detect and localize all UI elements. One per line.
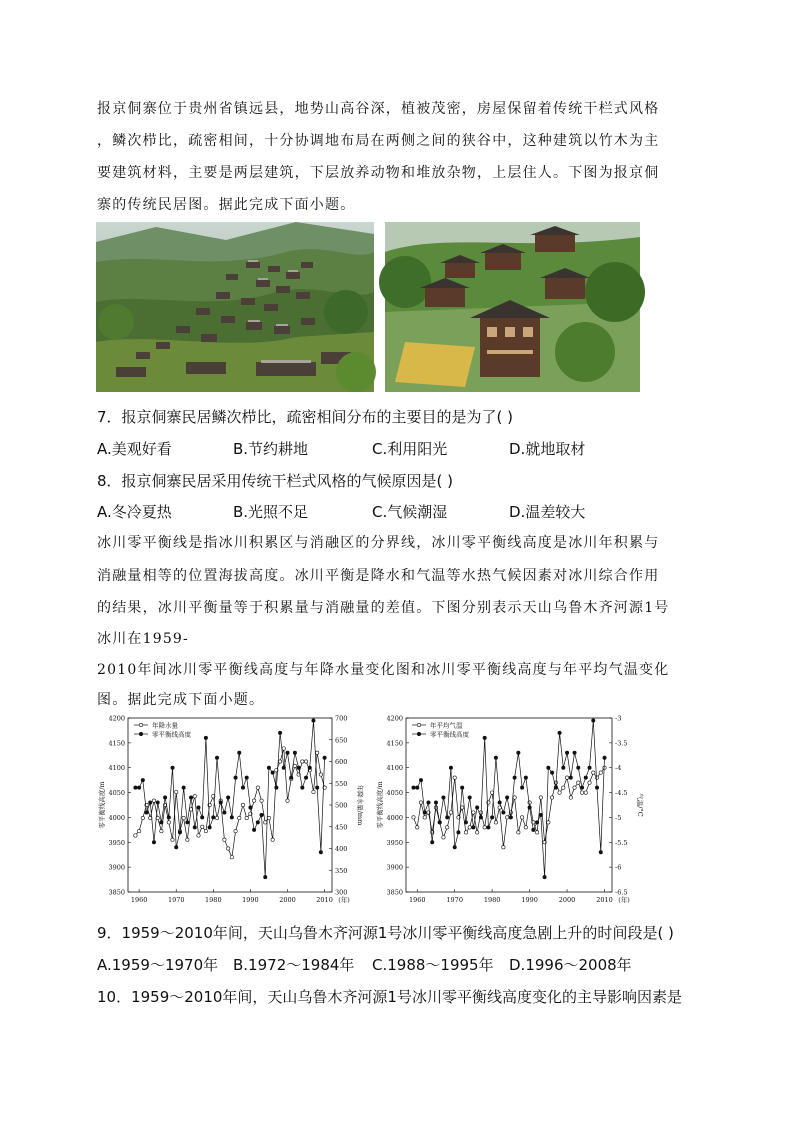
data-point-filled (200, 816, 203, 819)
y-left-tick-label: 4100 (386, 764, 403, 773)
x-tick-label: 2010 (316, 896, 333, 904)
data-point-open (137, 829, 140, 832)
data-point-filled (603, 756, 606, 759)
data-point-open (193, 795, 196, 798)
data-point-open (215, 816, 218, 819)
data-point-open (588, 781, 591, 784)
legend-marker (417, 732, 420, 735)
q9-option-c[interactable]: C.1988～1995年 (372, 956, 494, 974)
data-point-open (468, 826, 471, 829)
data-point-filled (577, 766, 580, 769)
data-point-open (315, 751, 318, 754)
q9-option-d[interactable]: D.1996～2008年 (509, 956, 632, 974)
data-point-filled (264, 875, 267, 878)
data-point-filled (509, 816, 512, 819)
q7-option-b[interactable]: B.节约耕地 (233, 440, 309, 458)
passage-1-line: ，鳞次栉比，疏密相间，十分协调地布局在两侧之间的狭谷中，这种建筑以竹木为主 (97, 133, 660, 149)
data-point-filled (256, 821, 259, 824)
data-point-filled (588, 766, 591, 769)
data-point-filled (308, 766, 311, 769)
passage-2-line: 2010年间冰川零平衡线高度与年降水量变化图和冰川零平衡线高度与年平均气温变化 (97, 662, 670, 678)
data-point-filled (479, 816, 482, 819)
data-point-open (412, 816, 415, 819)
data-point-filled (208, 826, 211, 829)
y-right-tick-label: -3 (615, 714, 622, 723)
data-point-open (312, 790, 315, 793)
q9-option-a[interactable]: A.1959～1970年 (97, 956, 219, 974)
data-point-open (592, 771, 595, 774)
data-point-open (241, 803, 244, 806)
data-point-open (160, 829, 163, 832)
village-photo-terraces (96, 222, 374, 392)
data-point-open (301, 760, 304, 763)
data-point-open (464, 831, 467, 834)
data-point-filled (569, 776, 572, 779)
data-point-filled (498, 801, 501, 804)
data-point-filled (442, 796, 445, 799)
x-tick-label: 1980 (483, 896, 501, 904)
data-point-filled (241, 786, 244, 789)
data-point-filled (145, 811, 148, 814)
temperature-elevation-chart (370, 710, 650, 910)
data-point-open (271, 838, 274, 841)
data-point-filled (149, 801, 152, 804)
data-point-filled (249, 806, 252, 809)
data-point-filled (323, 756, 326, 759)
legend-label: 年降水量 (152, 721, 178, 730)
data-point-open (416, 826, 419, 829)
y-left-axis-label: 零平衡线高度/m (98, 781, 106, 829)
data-point-open (517, 831, 520, 834)
data-point-filled (494, 756, 497, 759)
data-point-filled (252, 828, 255, 831)
y-right-axis-label: 年降水量/mm (356, 784, 364, 826)
data-point-open (304, 760, 307, 763)
y-left-tick-label: 4200 (108, 714, 125, 723)
data-point-filled (502, 811, 505, 814)
q7-option-d[interactable]: D.就地取材 (509, 440, 586, 458)
data-point-filled (215, 756, 218, 759)
data-point-filled (453, 846, 456, 849)
data-point-filled (592, 719, 595, 722)
q8-option-d[interactable]: D.温差较大 (509, 503, 586, 521)
data-point-filled (460, 786, 463, 789)
data-point-open (245, 816, 248, 819)
y-left-tick-label: 4000 (386, 813, 403, 822)
data-point-open (520, 816, 523, 819)
data-point-filled (434, 801, 437, 804)
data-point-filled (189, 796, 192, 799)
data-point-filled (297, 766, 300, 769)
data-point-filled (290, 776, 293, 779)
data-point-filled (539, 813, 542, 816)
data-point-filled (595, 786, 598, 789)
data-point-filled (565, 751, 568, 754)
y-left-tick-label: 3900 (108, 863, 125, 872)
x-tick-label: 2000 (279, 896, 296, 904)
passage-1-line: 要建筑材料，主要是两层建筑，下层放养动物和堆放杂物，上层住人。下图为报京侗 (97, 165, 660, 181)
data-point-filled (520, 786, 523, 789)
x-tick-label: 1970 (167, 896, 185, 904)
data-point-filled (267, 766, 270, 769)
data-point-filled (412, 786, 415, 789)
passage-1-line: 报京侗寨位于贵州省镇远县，地势山高谷深，植被茂密，房屋保留着传统干栏式风格 (97, 101, 660, 117)
y-right-tick-label: 400 (335, 845, 348, 853)
data-point-filled (535, 821, 538, 824)
data-point-filled (301, 786, 304, 789)
data-point-filled (427, 801, 430, 804)
data-point-open (550, 796, 553, 799)
data-point-filled (163, 796, 166, 799)
data-point-open (186, 838, 189, 841)
x-tick-label: 1990 (242, 896, 259, 904)
data-point-filled (532, 828, 535, 831)
y-right-tick-label: 300 (335, 888, 348, 897)
x-tick-label: 1960 (130, 896, 148, 904)
data-point-open (453, 776, 456, 779)
passage-2-line: 冰川零平衡线是指冰川积累区与消融区的分界线，冰川零平衡线高度是冰川年积累与 (97, 535, 660, 551)
data-point-open (475, 831, 478, 834)
data-point-filled (282, 766, 285, 769)
legend-label: 零平衡线高度 (430, 730, 469, 739)
data-point-filled (449, 766, 452, 769)
data-point-open (278, 760, 281, 763)
data-point-filled (584, 776, 587, 779)
data-point-open (286, 799, 289, 802)
data-point-open (293, 764, 296, 767)
data-point-open (256, 786, 259, 789)
y-right-tick-label: -4 (615, 764, 622, 773)
data-point-open (446, 826, 449, 829)
y-left-tick-label: 4050 (386, 789, 403, 798)
data-point-open (252, 799, 255, 802)
data-point-open (558, 791, 561, 794)
data-point-open (319, 773, 322, 776)
data-point-filled (315, 786, 318, 789)
y-right-tick-label: -6.5 (615, 888, 628, 897)
data-point-open (513, 796, 516, 799)
legend-marker (139, 732, 142, 735)
y-left-tick-label: 4050 (108, 789, 125, 798)
y-left-tick-label: 3850 (108, 888, 125, 897)
data-point-open (460, 806, 463, 809)
data-point-filled (275, 786, 278, 789)
data-point-open (419, 801, 422, 804)
data-point-open (226, 847, 229, 850)
data-point-filled (212, 816, 215, 819)
data-point-filled (223, 811, 226, 814)
data-point-filled (472, 826, 475, 829)
data-point-filled (505, 796, 508, 799)
passage-2-line: 图。据此完成下面小题。 (97, 692, 265, 708)
plot-frame (406, 718, 612, 892)
y-right-tick-label: 650 (335, 736, 348, 745)
data-point-filled (464, 821, 467, 824)
data-point-open (502, 846, 505, 849)
data-point-open (167, 821, 170, 824)
data-point-filled (286, 751, 289, 754)
y-right-tick-label: -3.5 (615, 739, 628, 748)
data-point-filled (419, 778, 422, 781)
data-point-open (547, 821, 550, 824)
legend-marker (417, 723, 420, 726)
data-point-filled (554, 786, 557, 789)
data-point-filled (137, 786, 140, 789)
data-point-open (171, 838, 174, 841)
data-point-open (599, 771, 602, 774)
data-point-filled (490, 816, 493, 819)
x-tick-label: 1960 (408, 896, 426, 904)
data-point-filled (171, 766, 174, 769)
data-point-filled (304, 776, 307, 779)
data-point-open (264, 821, 267, 824)
data-point-open (569, 796, 572, 799)
data-point-open (204, 829, 207, 832)
data-point-filled (178, 831, 181, 834)
data-point-open (182, 816, 185, 819)
x-tick-label: 1980 (205, 896, 222, 904)
data-point-open (223, 838, 226, 841)
data-point-open (535, 831, 538, 834)
data-point-filled (457, 831, 460, 834)
data-point-filled (175, 846, 178, 849)
data-point-filled (226, 796, 229, 799)
q7-option-a[interactable]: A.美观好看 (97, 440, 172, 458)
y-right-tick-label: 500 (335, 801, 348, 810)
x-tick-label: 1990 (521, 896, 538, 904)
data-point-filled (599, 851, 602, 854)
data-point-open (200, 825, 203, 828)
data-point-open (603, 766, 606, 769)
y-right-tick-label: -4.5 (615, 789, 628, 798)
data-point-filled (580, 786, 583, 789)
data-point-open (565, 776, 568, 779)
data-point-filled (160, 821, 163, 824)
data-point-filled (562, 766, 565, 769)
data-point-filled (431, 841, 434, 844)
data-point-open (197, 834, 200, 837)
legend-label: 年平均气温 (430, 721, 463, 730)
passage-2-line: 冰川在1959- (97, 631, 189, 647)
data-point-open (234, 829, 237, 832)
x-tick-label: 2010 (596, 896, 613, 904)
data-point-filled (245, 776, 248, 779)
data-point-filled (193, 826, 196, 829)
data-point-filled (573, 751, 576, 754)
data-point-open (483, 826, 486, 829)
y-right-tick-label: -5 (615, 813, 622, 822)
data-point-open (423, 816, 426, 819)
data-point-open (175, 790, 178, 793)
data-point-filled (483, 736, 486, 739)
data-point-filled (312, 719, 315, 722)
data-point-filled (234, 776, 237, 779)
question-8-stem: 8．报京侗寨民居采用传统干栏式风格的气候原因是( ) (97, 472, 454, 490)
data-point-open (528, 801, 531, 804)
y-left-tick-label: 4000 (108, 813, 125, 822)
data-point-filled (446, 816, 449, 819)
data-point-filled (528, 806, 531, 809)
data-point-open (524, 826, 527, 829)
data-point-filled (550, 771, 553, 774)
data-point-open (267, 816, 270, 819)
data-point-filled (547, 766, 550, 769)
x-tick-label: 2000 (558, 896, 576, 904)
y-left-tick-label: 3950 (108, 838, 125, 847)
data-point-open (152, 799, 155, 802)
data-point-filled (416, 786, 419, 789)
q9-option-b[interactable]: B.1972～1984年 (233, 956, 355, 974)
data-point-open (573, 786, 576, 789)
data-point-filled (438, 821, 441, 824)
data-point-filled (423, 811, 426, 814)
data-point-open (539, 796, 542, 799)
data-point-filled (468, 796, 471, 799)
data-point-filled (134, 786, 137, 789)
question-7-stem: 7．报京侗寨民居鳞次栉比，疏密相间分布的主要目的是为了( ) (97, 408, 514, 426)
legend-label: 零平衡线高度 (152, 730, 191, 739)
question-10-stem: 10．1959～2010年间，天山乌鲁木齐河源1号冰川零平衡线高度变化的主导影响因素是 (97, 988, 682, 1006)
data-point-filled (167, 816, 170, 819)
passage-2-line: 消融量相等的位置海拔高度。冰川平衡是降水和气温等水热气候因素对冰川综合作用 (97, 568, 660, 584)
y-right-axis-label: 气温/°C (636, 793, 644, 817)
data-point-open (449, 811, 452, 814)
data-point-filled (260, 813, 263, 816)
y-right-tick-label: 700 (335, 714, 348, 723)
data-point-filled (238, 751, 241, 754)
plot-frame (128, 718, 332, 892)
data-point-open (134, 834, 137, 837)
q8-option-b[interactable]: B.光照不足 (233, 503, 309, 521)
passage-2-line: 的结果，冰川平衡量等于积累量与消融量的差值。下图分别表示天山乌鲁木齐河源1号 (97, 600, 670, 616)
data-point-open (472, 811, 475, 814)
data-point-filled (219, 801, 222, 804)
data-point-open (141, 816, 144, 819)
data-point-filled (152, 841, 155, 844)
y-left-tick-label: 4100 (108, 764, 125, 773)
data-point-filled (513, 776, 516, 779)
question-9-stem: 9．1959～2010年间，天山乌鲁木齐河源1号冰川零平衡线高度急剧上升的时间段是( ) (97, 924, 674, 942)
legend-marker (139, 723, 142, 726)
data-point-open (577, 781, 580, 784)
data-point-filled (204, 736, 207, 739)
data-point-filled (197, 806, 200, 809)
data-point-open (584, 791, 587, 794)
data-point-open (494, 821, 497, 824)
q8-option-c[interactable]: C.气候潮湿 (372, 503, 448, 521)
data-point-open (260, 799, 263, 802)
y-left-tick-label: 3850 (386, 888, 403, 897)
data-point-open (442, 836, 445, 839)
data-point-filled (271, 771, 274, 774)
data-point-filled (319, 851, 322, 854)
y-left-tick-label: 3950 (386, 838, 403, 847)
data-point-open (238, 816, 241, 819)
data-point-filled (517, 751, 520, 754)
data-point-filled (543, 875, 546, 878)
y-left-tick-label: 3900 (386, 863, 403, 872)
x-axis-label: (年) (338, 896, 350, 904)
y-right-tick-label: -5.5 (615, 838, 628, 847)
y-right-tick-label: 550 (335, 779, 348, 788)
y-right-tick-label: 350 (335, 866, 348, 875)
data-point-filled (278, 731, 281, 734)
data-point-open (230, 856, 233, 859)
y-left-tick-label: 4200 (386, 714, 403, 723)
village-photo-wooden-houses (385, 222, 640, 392)
data-point-filled (524, 776, 527, 779)
data-point-open (505, 816, 508, 819)
y-left-tick-label: 4150 (108, 739, 125, 748)
data-point-filled (475, 806, 478, 809)
data-point-filled (487, 826, 490, 829)
passage-1-line: 寨的传统民居图。据此完成下面小题。 (97, 197, 356, 213)
data-point-filled (182, 786, 185, 789)
y-right-tick-label: 450 (335, 823, 348, 832)
x-tick-label: 1970 (446, 896, 463, 904)
y-left-tick-label: 4150 (386, 739, 403, 748)
data-point-filled (558, 731, 561, 734)
q8-option-a[interactable]: A.冬冷夏热 (97, 503, 172, 521)
q7-option-c[interactable]: C.利用阳光 (372, 440, 448, 458)
data-point-open (562, 786, 565, 789)
data-point-open (595, 776, 598, 779)
precipitation-elevation-chart (92, 710, 364, 910)
data-point-filled (186, 821, 189, 824)
y-right-tick-label: -6 (615, 863, 622, 872)
data-point-filled (156, 801, 159, 804)
data-point-open (282, 747, 285, 750)
y-left-axis-label: 零平衡线高度/m (376, 781, 384, 829)
y-right-tick-label: 600 (335, 758, 348, 766)
x-axis-label: (年) (618, 896, 630, 904)
data-point-open (580, 791, 583, 794)
data-point-filled (293, 751, 296, 754)
data-point-filled (230, 816, 233, 819)
data-point-filled (141, 778, 144, 781)
